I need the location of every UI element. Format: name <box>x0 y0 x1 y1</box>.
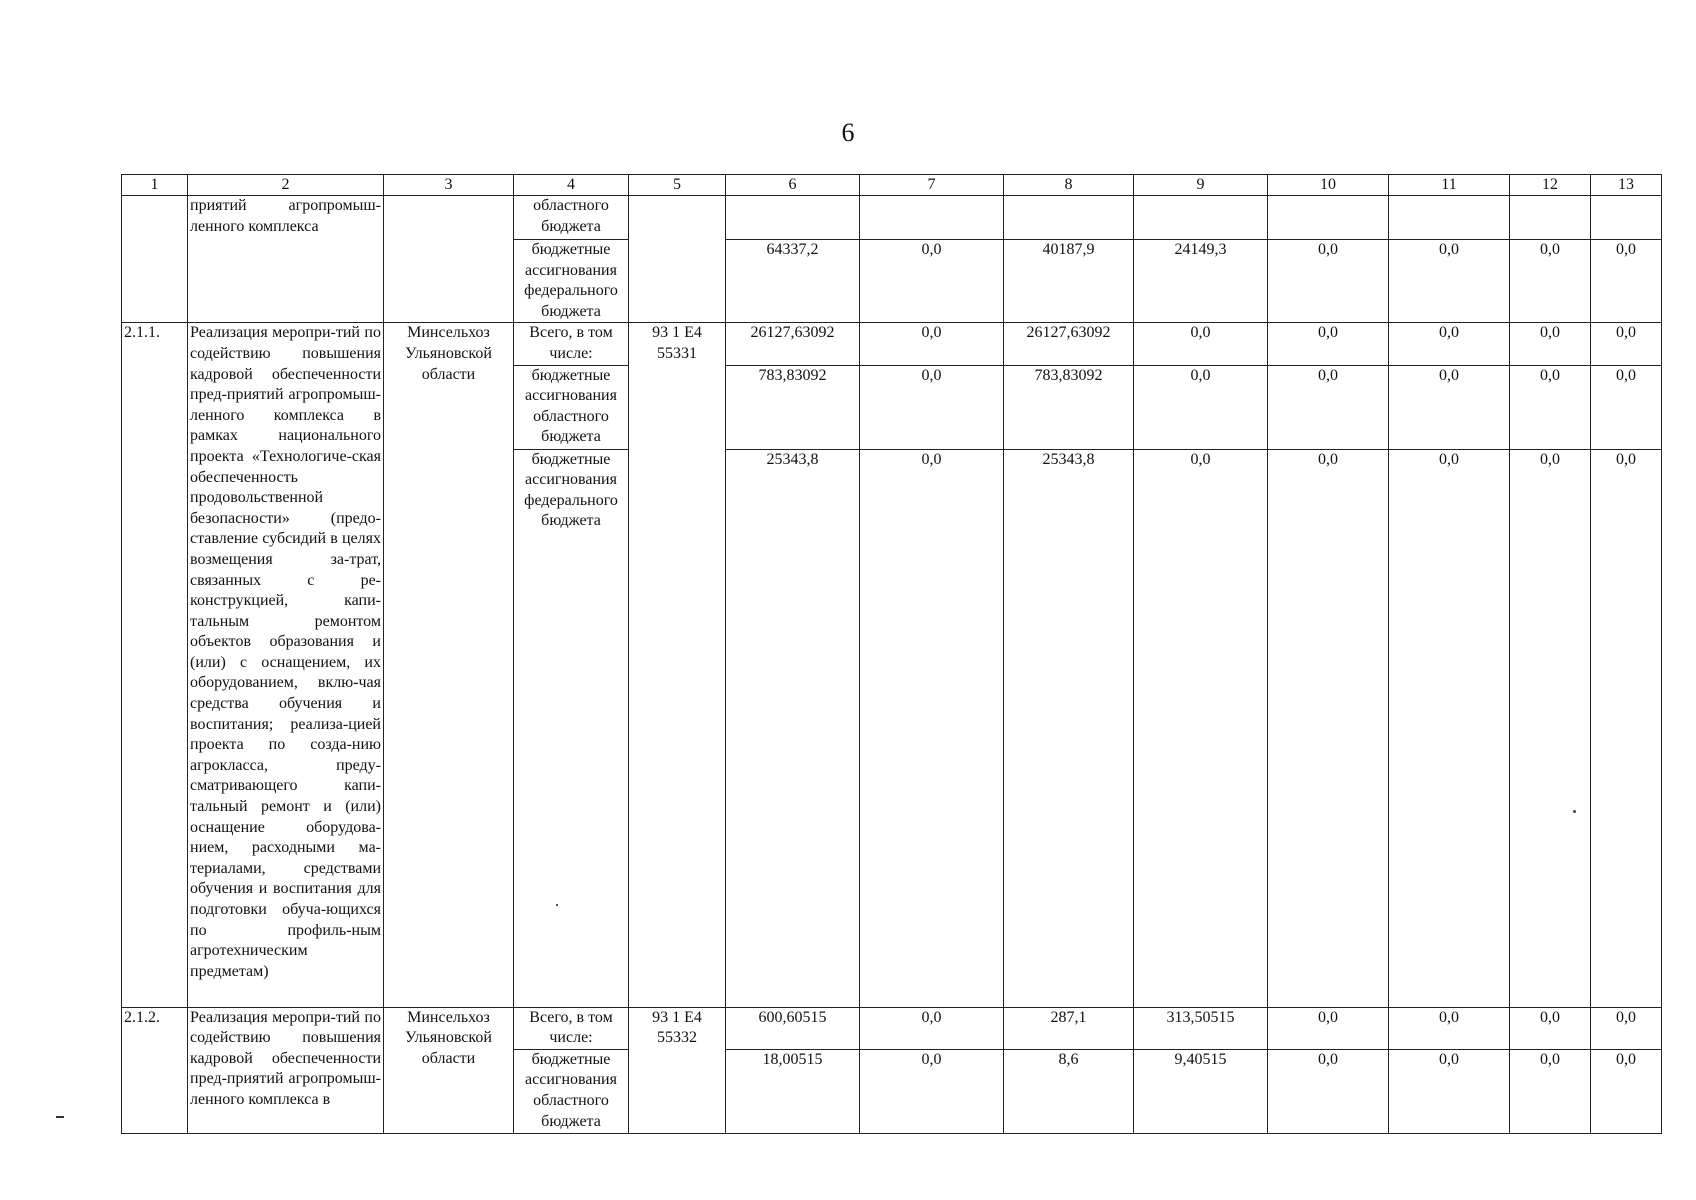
value-cell: 0,0 <box>1591 1007 1662 1049</box>
funding-source-cell: бюджетные ассигнования федерального бюджета <box>514 449 629 1007</box>
value-cell: 26127,63092 <box>1004 323 1134 365</box>
funding-source-cell: Всего, в том числе: <box>514 1007 629 1049</box>
value-cell: 25343,8 <box>1004 449 1134 1007</box>
value-cell <box>726 196 860 240</box>
value-cell: 287,1 <box>1004 1007 1134 1049</box>
col-header: 6 <box>726 175 860 196</box>
funding-source-cell: Всего, в том числе: <box>514 323 629 365</box>
value-cell: 0,0 <box>1268 365 1389 449</box>
col-header: 9 <box>1134 175 1268 196</box>
value-cell: 0,0 <box>860 323 1004 365</box>
value-cell: 0,0 <box>1134 449 1268 1007</box>
col-header: 8 <box>1004 175 1134 196</box>
value-cell: 0,0 <box>1268 323 1389 365</box>
value-cell: 0,0 <box>1268 1049 1389 1133</box>
value-cell: 0,0 <box>860 240 1004 323</box>
code-cell <box>629 196 726 323</box>
value-cell: 0,0 <box>860 449 1004 1007</box>
value-cell: 783,83092 <box>1004 365 1134 449</box>
value-cell: 0,0 <box>1134 365 1268 449</box>
measure-name-cell: Реализация меропри-тий по содействию повышения кадровой обеспеченности пред-приятий агропромыш-ленного комплекса в <box>188 1007 384 1133</box>
value-cell <box>1591 196 1662 240</box>
value-cell <box>1510 196 1591 240</box>
value-cell: 0,0 <box>860 365 1004 449</box>
value-cell: 0,0 <box>1389 1007 1510 1049</box>
measure-name-cell: приятий агропромыш-ленного комплекса <box>188 196 384 323</box>
value-cell <box>1389 196 1510 240</box>
code-cell: 93 1 E4 55331 <box>629 323 726 1007</box>
value-cell: 783,83092 <box>726 365 860 449</box>
value-cell: 18,00515 <box>726 1049 860 1133</box>
value-cell: 64337,2 <box>726 240 860 323</box>
col-header: 7 <box>860 175 1004 196</box>
value-cell: 0,0 <box>1510 449 1591 1007</box>
row-number-cell: 2.1.2. <box>122 1007 188 1133</box>
value-cell: 8,6 <box>1004 1049 1134 1133</box>
col-header: 10 <box>1268 175 1389 196</box>
col-header: 11 <box>1389 175 1510 196</box>
value-cell: 0,0 <box>1510 1007 1591 1049</box>
executor-cell <box>384 196 514 323</box>
value-cell: 0,0 <box>1389 1049 1510 1133</box>
funding-source-cell: бюджетные ассигнования областного бюджета <box>514 365 629 449</box>
value-cell: 0,0 <box>1389 365 1510 449</box>
value-cell: 0,0 <box>1591 449 1662 1007</box>
value-cell: 0,0 <box>1389 449 1510 1007</box>
col-header: 4 <box>514 175 629 196</box>
value-cell <box>860 196 1004 240</box>
value-cell <box>1004 196 1134 240</box>
value-cell: 0,0 <box>1268 1007 1389 1049</box>
value-cell: 0,0 <box>1591 323 1662 365</box>
col-header: 12 <box>1510 175 1591 196</box>
scan-speck <box>1573 810 1576 813</box>
measure-name-cell: Реализация меропри-тий по содействию повышения кадровой обеспеченности пред-приятий агропромыш-ленного комплекса в рамках национального проекта «Технологиче-ская обеспеченность продовольственной безопасности» (предо-ставление субсидий в целях возмещения за-трат, связанных с ре-конструкцией, капи-тальным ремонтом объектов образования и (или) с оснащением, их оборудованием, вклю-чая средства обучения и воспитания; реализа-цией проекта по созда-нию агрокласса, преду-сматривающего капи-тальный ремонт и (или) оснащение оборудова-нием, расходными ма-териалами, средствами обучения и воспитания для подготовки обуча-ющихся по профиль-ным агротехническим предметам) <box>188 323 384 1007</box>
table-row <box>122 196 1662 240</box>
col-header: 3 <box>384 175 514 196</box>
value-cell: 600,60515 <box>726 1007 860 1049</box>
executor-cell: Минсельхоз Ульяновской области <box>384 323 514 1007</box>
row-number-cell: 2.1.1. <box>122 323 188 1007</box>
value-cell: 25343,8 <box>726 449 860 1007</box>
scan-speck <box>556 904 558 906</box>
funding-source-cell: бюджетные ассигнования федерального бюджета <box>514 240 629 323</box>
value-cell: 0,0 <box>1268 449 1389 1007</box>
value-cell: 9,40515 <box>1134 1049 1268 1133</box>
value-cell <box>1134 196 1268 240</box>
row-number-cell <box>122 196 188 323</box>
col-header: 2 <box>188 175 384 196</box>
value-cell: 0,0 <box>1268 240 1389 323</box>
value-cell: 0,0 <box>1591 1049 1662 1133</box>
value-cell: 26127,63092 <box>726 323 860 365</box>
value-cell: 0,0 <box>1389 323 1510 365</box>
executor-cell: Минсельхоз Ульяновской области <box>384 1007 514 1133</box>
value-cell: 0,0 <box>1510 240 1591 323</box>
value-cell: 313,50515 <box>1134 1007 1268 1049</box>
value-cell: 0,0 <box>1510 1049 1591 1133</box>
table-row <box>122 323 1662 365</box>
value-cell: 0,0 <box>1510 365 1591 449</box>
funding-source-cell: областного бюджета <box>514 196 629 240</box>
value-cell: 40187,9 <box>1004 240 1134 323</box>
value-cell <box>1268 196 1389 240</box>
margin-mark <box>56 1116 64 1118</box>
value-cell: 24149,3 <box>1134 240 1268 323</box>
value-cell: 0,0 <box>860 1049 1004 1133</box>
table-row <box>122 1007 1662 1049</box>
funding-source-cell: бюджетные ассигнования областного бюджета <box>514 1049 629 1133</box>
value-cell: 0,0 <box>1389 240 1510 323</box>
col-header: 5 <box>629 175 726 196</box>
budget-table <box>121 174 1662 1134</box>
code-cell: 93 1 E4 55332 <box>629 1007 726 1133</box>
value-cell: 0,0 <box>1591 240 1662 323</box>
value-cell: 0,0 <box>1591 365 1662 449</box>
value-cell: 0,0 <box>1134 323 1268 365</box>
value-cell: 0,0 <box>860 1007 1004 1049</box>
col-header: 13 <box>1591 175 1662 196</box>
column-number-row <box>122 175 1662 196</box>
page-number: 6 <box>841 118 855 147</box>
col-header: 1 <box>122 175 188 196</box>
value-cell: 0,0 <box>1510 323 1591 365</box>
